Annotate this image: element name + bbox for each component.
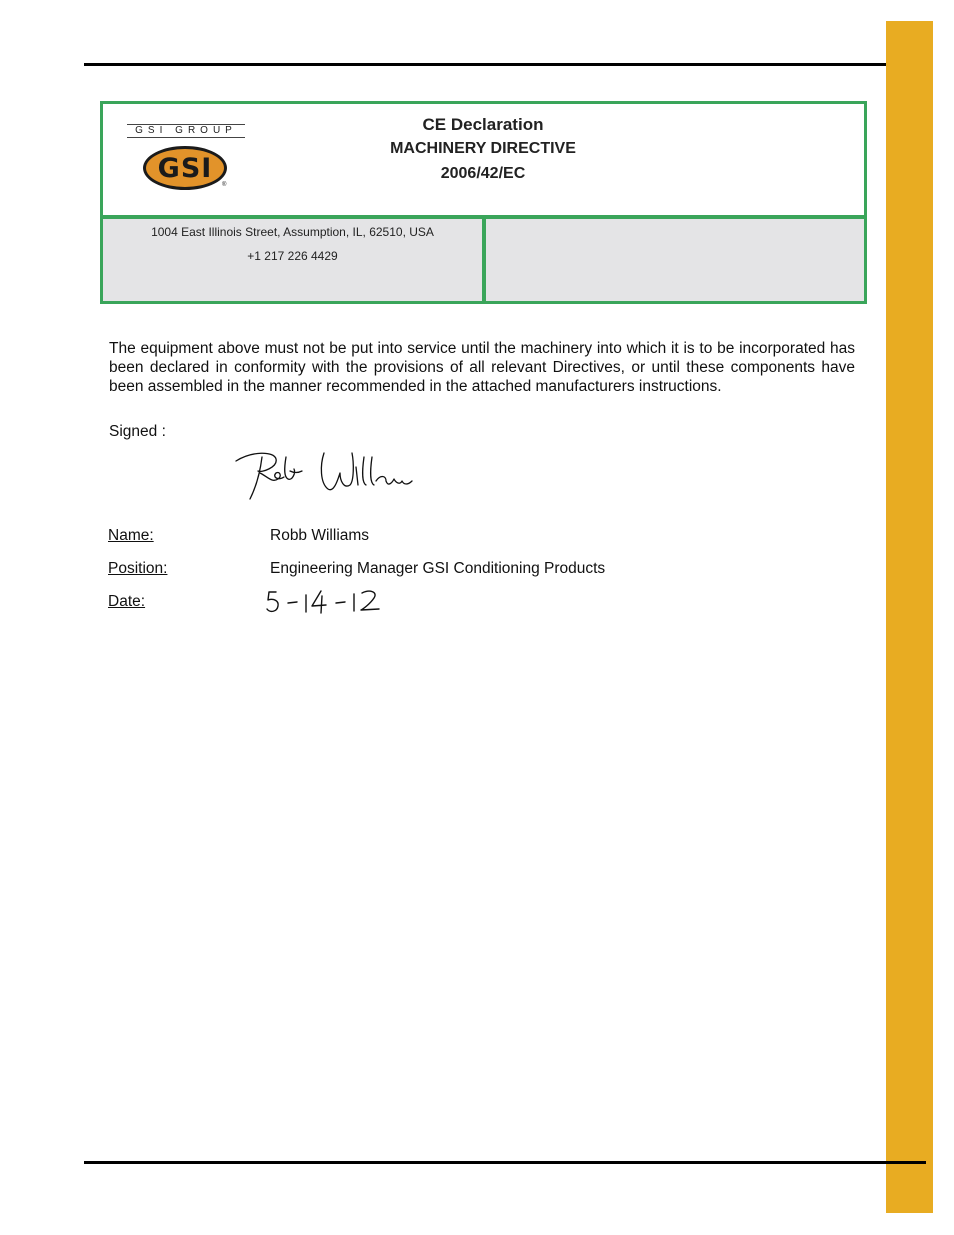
ce-empty-panel bbox=[486, 219, 864, 301]
handwritten-date bbox=[264, 586, 389, 616]
directive-number: 2006/42/EC bbox=[440, 165, 526, 182]
name-label: Name: bbox=[108, 527, 154, 544]
ce-address-panel bbox=[103, 219, 482, 301]
signature-image bbox=[232, 443, 422, 503]
conformity-statement: The equipment above must not be put into service until the machinery into which it is to be incorporated has been declared in conformity with the provisions of all relevant Directives, or until these components have been assembled in the manner recommended in the attached manufacturers instructions. bbox=[109, 340, 855, 395]
gsi-logo-text: GSI bbox=[157, 152, 213, 184]
company-address: 1004 East Illinois Street, Assumption, IL, 62510, USA bbox=[151, 225, 434, 239]
ce-declaration-box bbox=[100, 101, 867, 304]
header-rule bbox=[84, 63, 926, 66]
position-label: Position: bbox=[108, 560, 168, 577]
name-value: Robb Williams bbox=[270, 527, 370, 544]
registered-mark: ® bbox=[222, 182, 227, 188]
ce-header bbox=[103, 104, 864, 215]
directive-title: MACHINERY DIRECTIVE bbox=[390, 140, 576, 157]
section-tab bbox=[886, 21, 933, 1213]
date-label: Date: bbox=[108, 593, 146, 610]
ce-title: CE Declaration bbox=[422, 115, 544, 134]
gsi-logo-icon bbox=[143, 146, 227, 190]
gsi-group-wordmark: GSI GROUP bbox=[127, 124, 245, 138]
footer-rule bbox=[84, 1161, 926, 1164]
position-value: Engineering Manager GSI Conditioning Products bbox=[270, 560, 606, 577]
signed-label: Signed : bbox=[109, 423, 166, 440]
company-phone: +1 217 226 4429 bbox=[247, 249, 338, 263]
